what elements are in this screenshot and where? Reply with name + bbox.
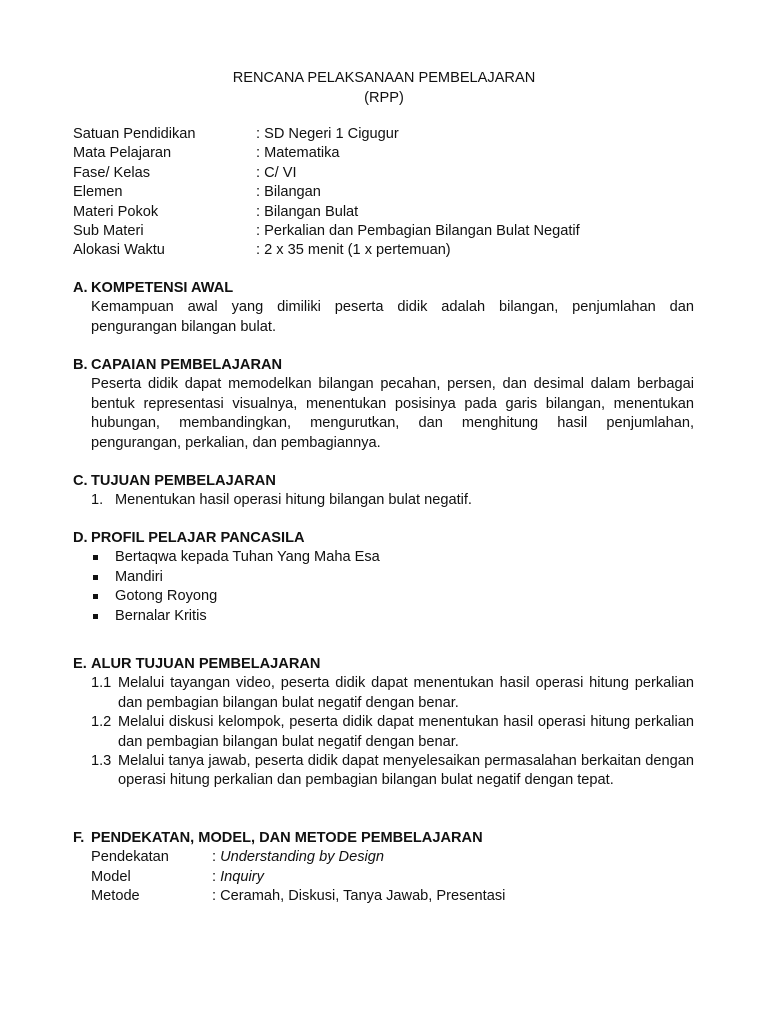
section-letter: D.: [73, 530, 88, 546]
item-text: Melalui tanya jawab, peserta didik dapat menyelesaikan permasalahan berkaitan dengan operasi hitung perkalian dan pembagian bilangan bulat negatif dengan tepat.: [118, 753, 694, 789]
section-kompetensi-awal: [73, 279, 694, 337]
identity-value: : Perkalian dan Pembagian Bilangan Bulat Negatif: [256, 222, 580, 239]
section-title: PROFIL PELAJAR PANCASILA: [91, 530, 305, 546]
section-heading: [73, 529, 694, 548]
section-alur-tujuan-pembelajaran: [73, 655, 694, 791]
item-text: Melalui diskusi kelompok, peserta didik dapat menentukan hasil operasi hitung perkalian dan pembagian bilangan bulat negatif dengan benar.: [118, 714, 694, 750]
section-paragraph: Peserta didik dapat memodelkan bilangan pecahan, persen, dan desimal dalam berbagai bentuk representasi visualnya, menentukan posisinya pada garis bilangan, menentukan hubungan, membandingkan, mengurutkan, dan menghitung hasil penjumlahan, pengurangan, perkalian, dan pembagiannya.: [91, 376, 694, 451]
document-title: [0, 68, 768, 108]
identity-value: : SD Negeri 1 Cigugur: [256, 126, 399, 142]
identity-value: : Matematika: [256, 145, 340, 162]
method-value: Ceramah, Diskusi, Tanya Jawab, Presentasi: [220, 888, 506, 905]
square-bullet-icon: [93, 575, 98, 580]
item-text: Gotong Royong: [115, 588, 218, 605]
method-colon: :: [212, 888, 221, 905]
section-letter: B.: [73, 357, 88, 373]
item-number: 1.3: [91, 753, 112, 770]
list-item: [73, 713, 694, 752]
list-item: [73, 568, 694, 587]
method-colon: :: [212, 849, 221, 866]
item-text: Bernalar Kritis: [115, 607, 207, 624]
list-item: [73, 607, 694, 626]
item-text: Mandiri: [115, 568, 163, 585]
identity-row: [73, 144, 580, 163]
identity-value: : C/ VI: [256, 164, 297, 181]
identity-label: Satuan Pendidikan: [73, 126, 196, 142]
identity-row: [73, 222, 580, 241]
identity-value: : Bilangan Bulat: [256, 203, 359, 220]
item-number: 1.1: [91, 675, 112, 692]
section-tujuan-pembelajaran: [73, 472, 694, 511]
identity-value: : 2 x 35 menit (1 x pertemuan): [256, 242, 451, 259]
item-number: 1.2: [91, 714, 112, 731]
identity-label: Sub Materi: [73, 222, 144, 239]
square-bullet-icon: [93, 594, 98, 599]
section-letter: A.: [73, 280, 88, 296]
title-line-1: RENCANA PELAKSANAAN PEMBELAJARAN: [232, 70, 536, 86]
method-value: Understanding by Design: [220, 849, 384, 866]
method-row: [91, 868, 694, 887]
list-item: [73, 674, 694, 713]
method-label: Metode: [91, 888, 140, 905]
list-item: [73, 752, 694, 791]
section-letter: C.: [73, 473, 88, 489]
identity-table: [73, 125, 580, 261]
item-text: Menentukan hasil operasi hitung bilangan bulat negatif.: [115, 492, 472, 509]
section-heading: [73, 472, 694, 491]
method-value: Inquiry: [220, 868, 264, 885]
item-text: Melalui tayangan video, peserta didik dapat menentukan hasil operasi hitung perkalian dan pembagian bilangan bulat negatif dengan benar.: [118, 675, 694, 711]
method-row: [91, 848, 694, 867]
method-label: Pendekatan: [91, 849, 169, 866]
section-heading: [73, 356, 694, 375]
method-row: [91, 887, 694, 906]
identity-value: : Bilangan: [256, 184, 321, 201]
identity-row: [73, 164, 580, 183]
identity-label: Mata Pelajaran: [73, 145, 172, 162]
section-heading: [73, 829, 694, 848]
identity-row: [73, 183, 580, 202]
identity-row: [73, 203, 580, 222]
identity-label: Fase/ Kelas: [73, 164, 151, 181]
section-letter: F.: [73, 830, 85, 846]
square-bullet-icon: [93, 555, 98, 560]
section-title: CAPAIAN PEMBELAJARAN: [91, 357, 283, 373]
list-item: [73, 491, 694, 510]
square-bullet-icon: [93, 614, 98, 619]
section-letter: E.: [73, 656, 87, 672]
section-title: PENDEKATAN, MODEL, DAN METODE PEMBELAJARAN: [91, 830, 483, 846]
item-number: 1.: [91, 492, 104, 509]
title-line-2: (RPP): [364, 90, 404, 106]
section-heading: [73, 279, 694, 298]
method-colon: :: [212, 868, 221, 885]
identity-row: [73, 125, 580, 144]
identity-label: Materi Pokok: [73, 203, 159, 220]
section-paragraph: Kemampuan awal yang dimiliki peserta didik adalah bilangan, penjumlahan dan pengurangan bilangan bulat.: [91, 299, 694, 335]
list-item: [73, 548, 694, 567]
section-pendekatan-model-metode: [73, 829, 694, 907]
list-item: [73, 587, 694, 606]
section-capaian-pembelajaran: [73, 356, 694, 453]
identity-row: [73, 241, 580, 260]
section-heading: [73, 655, 694, 674]
section-title: KOMPETENSI AWAL: [91, 280, 234, 296]
section-title: TUJUAN PEMBELAJARAN: [91, 473, 276, 489]
section-title: ALUR TUJUAN PEMBELAJARAN: [91, 656, 321, 672]
item-text: Bertaqwa kepada Tuhan Yang Maha Esa: [115, 549, 380, 566]
section-profil-pelajar-pancasila: [73, 529, 694, 626]
identity-label: Alokasi Waktu: [73, 242, 165, 259]
method-label: Model: [91, 868, 131, 885]
identity-label: Elemen: [73, 184, 123, 201]
